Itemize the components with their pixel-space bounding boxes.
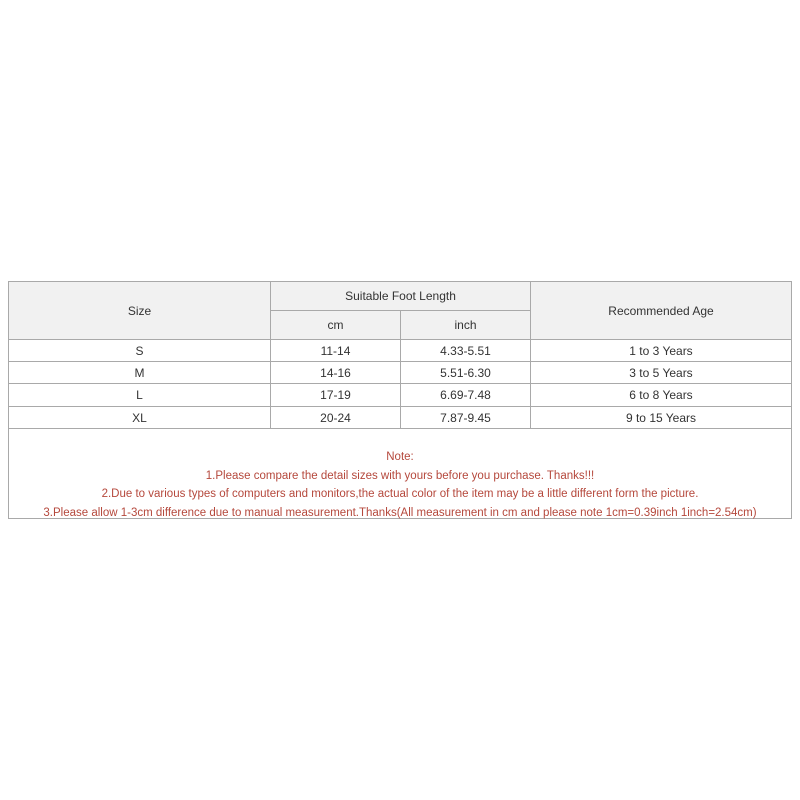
cell-age: 9 to 15 Years <box>625 410 697 425</box>
notes-title: Note: <box>386 451 414 463</box>
cell-age: 1 to 3 Years <box>629 343 693 358</box>
header-size: Size <box>127 303 152 318</box>
cell-inch: 4.33-5.51 <box>440 343 491 358</box>
cell-cm: 14-16 <box>320 365 351 380</box>
cell-cm: 11-14 <box>320 343 351 358</box>
cell-age: 6 to 8 Years <box>629 388 693 402</box>
note-item: 2.Due to various types of computers and monitors,the actual color of the item may be a little different form the picture. <box>101 488 699 500</box>
cell-size: S <box>135 343 144 358</box>
note-item: 1.Please compare the detail sizes with yours before you purchase. Thanks!!! <box>205 469 595 482</box>
header-cm: cm <box>327 318 344 332</box>
size-chart <box>8 281 792 519</box>
table-divider <box>9 428 791 429</box>
notes-section <box>9 448 791 522</box>
cell-cm: 20-24 <box>320 410 351 425</box>
cell-size: L <box>136 388 143 402</box>
header-recommended-age: Recommended Age <box>608 303 714 318</box>
cell-inch: 5.51-6.30 <box>440 365 491 380</box>
cell-inch: 7.87-9.45 <box>440 410 491 425</box>
note-item: 3.Please allow 1-3cm difference due to manual measurement.Thanks(All measurement in cm and please note 1cm=0.39inch 1inch=2.54cm) <box>43 506 757 519</box>
cell-age: 3 to 5 Years <box>629 365 693 380</box>
header-inch: inch <box>454 318 477 332</box>
header-foot-length: Suitable Foot Length <box>345 289 456 303</box>
cell-size: M <box>134 365 145 380</box>
cell-cm: 17-19 <box>320 388 351 402</box>
cell-inch: 6.69-7.48 <box>440 388 491 402</box>
cell-size: XL <box>132 410 147 425</box>
